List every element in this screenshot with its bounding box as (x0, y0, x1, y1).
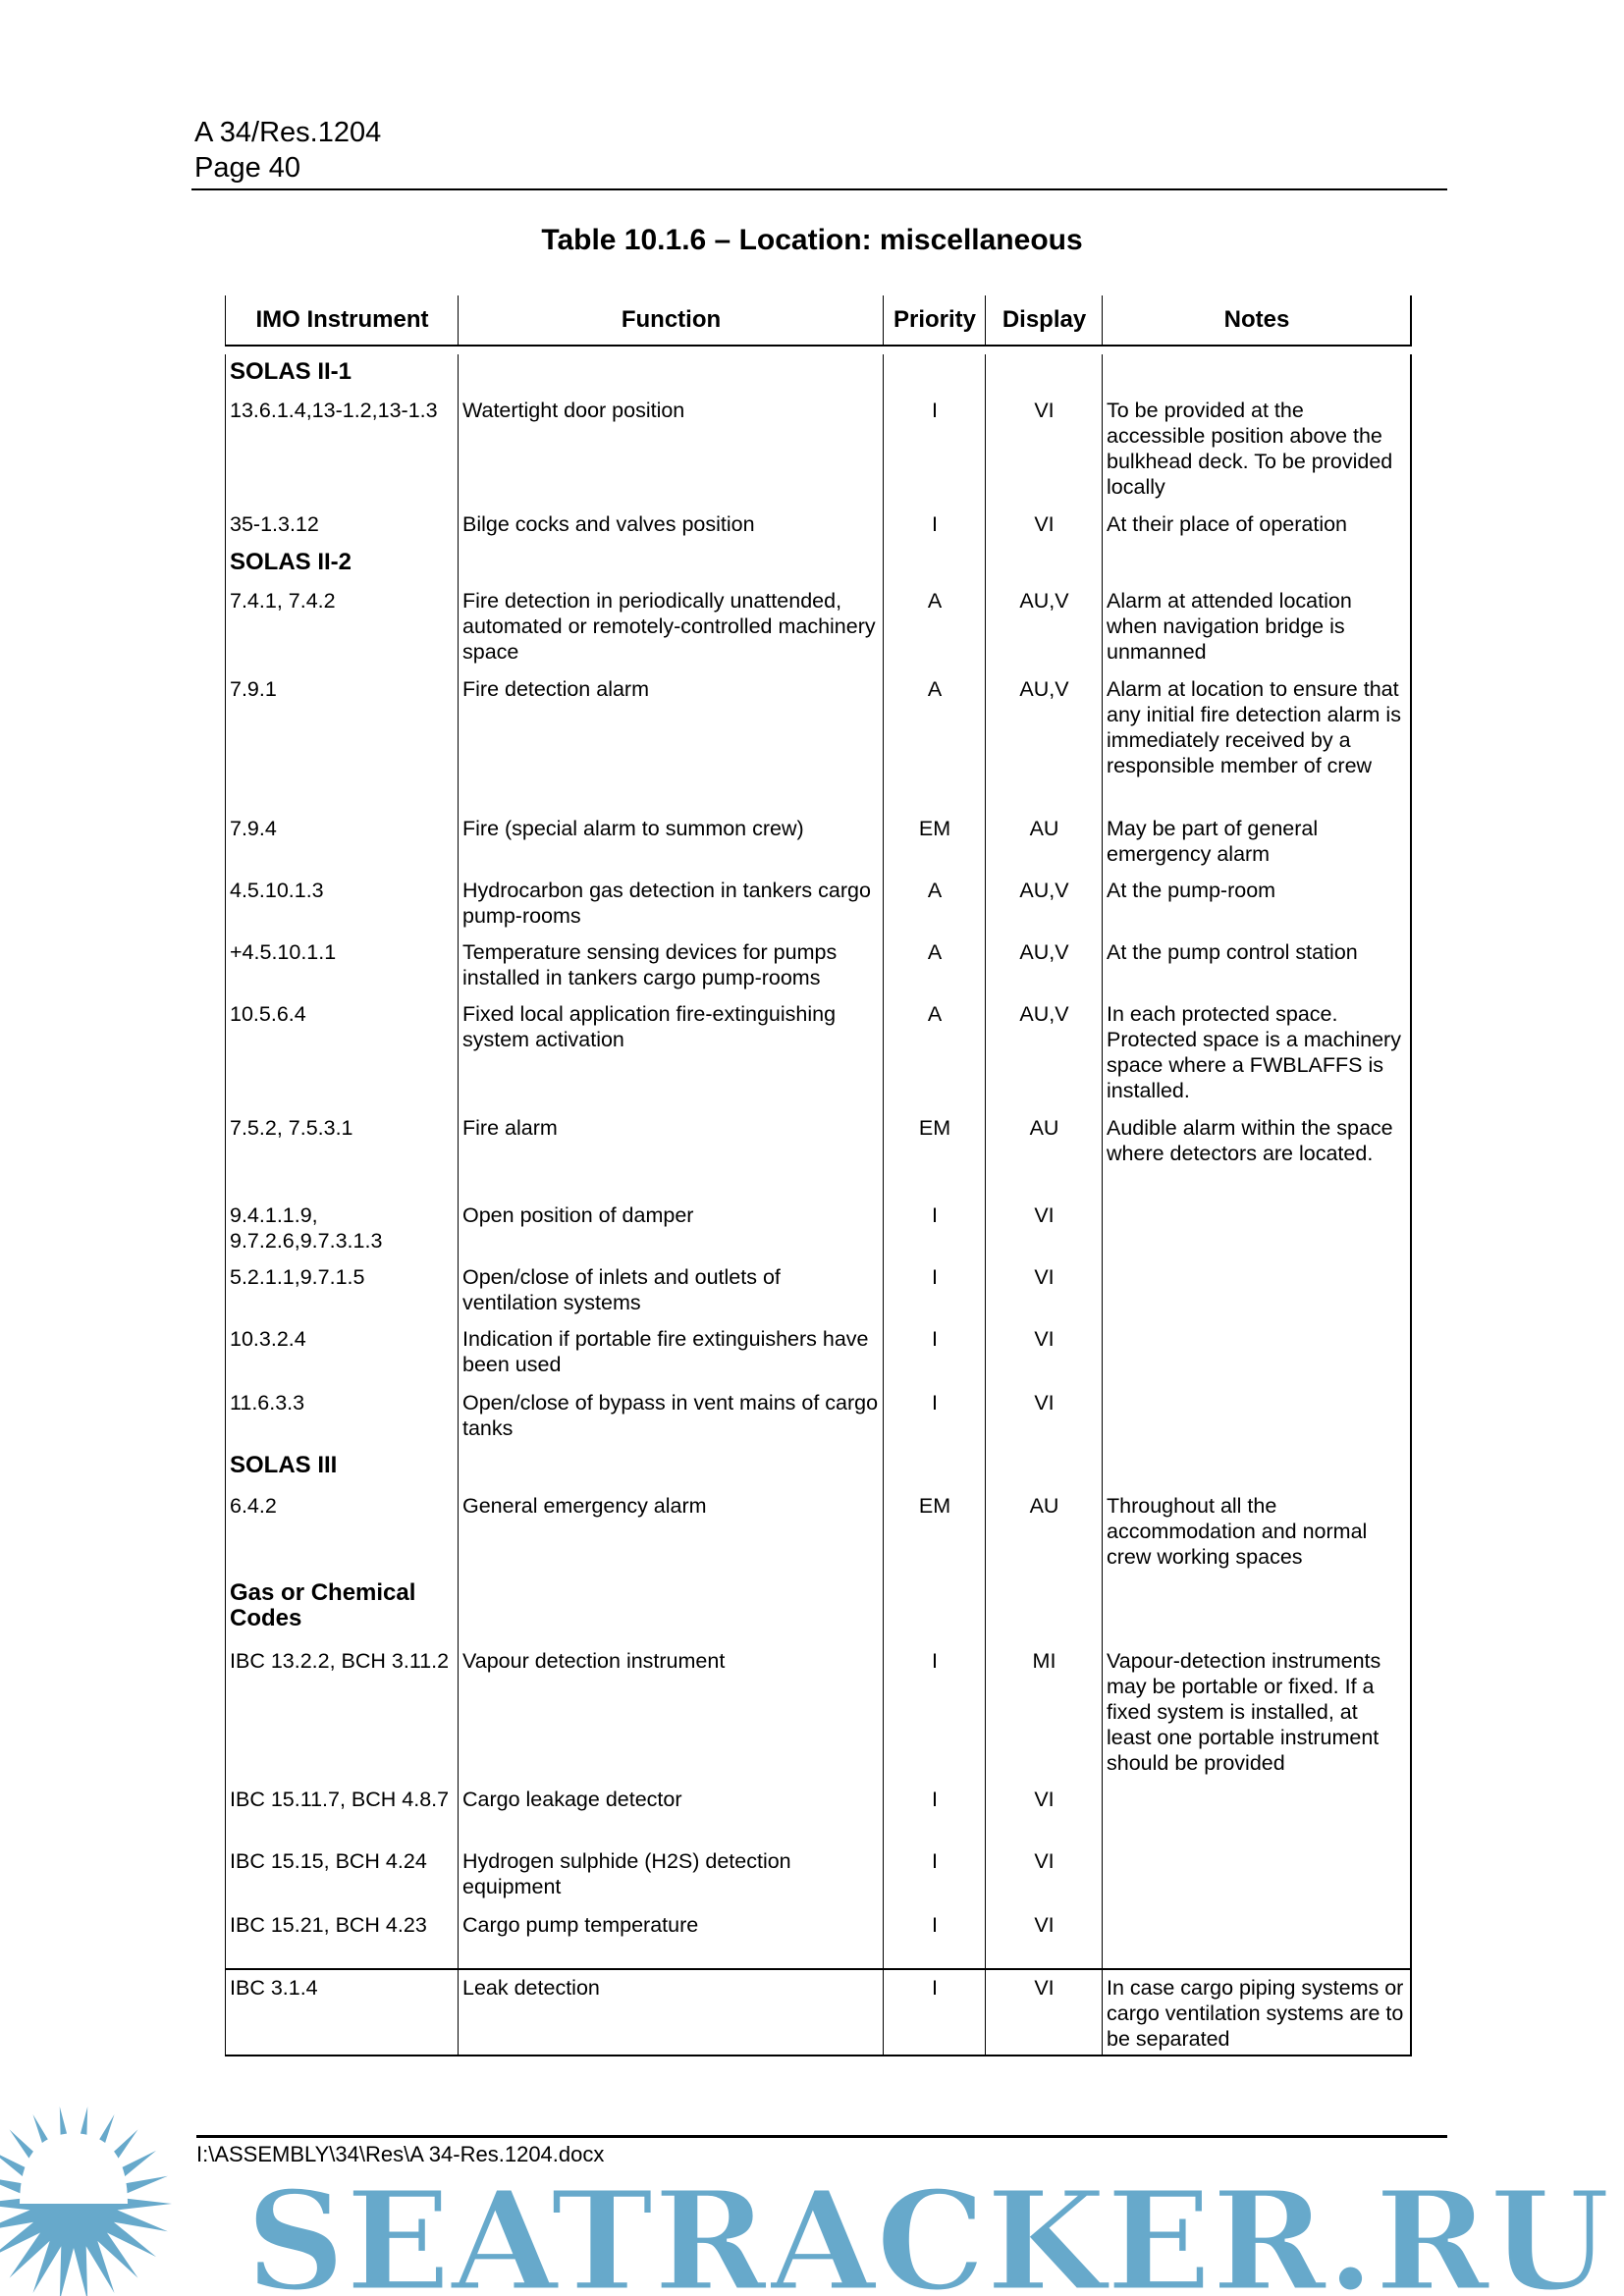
table-title: Table 10.1.6 – Location: miscellaneous (541, 224, 1083, 256)
table-row (225, 583, 1412, 671)
priority-cell: I (883, 1198, 985, 1259)
table-row (225, 811, 1412, 873)
table-header-row (225, 295, 1412, 347)
empty-cell (985, 354, 1102, 393)
table-row (225, 1385, 1412, 1448)
instrument-cell: 10.3.2.4 (225, 1321, 458, 1385)
priority-cell: EM (883, 811, 985, 873)
empty-cell (883, 545, 985, 583)
notes-cell: May be part of general emergency alarm (1102, 811, 1412, 873)
notes-cell: Vapour-detection instruments may be portable or fixed. If a fixed system is installed, at least one portable instrument should be provided (1102, 1643, 1412, 1782)
seatracker-watermark (0, 2061, 1624, 2296)
instrument-cell: 10.5.6.4 (225, 996, 458, 1110)
function-cell: Hydrocarbon gas detection in tankers cargo pump-rooms (458, 873, 883, 934)
function-cell: Temperature sensing devices for pumps installed in tankers cargo pump-rooms (458, 934, 883, 996)
display-cell: VI (985, 507, 1102, 545)
empty-cell (458, 1575, 883, 1643)
table-row (225, 1968, 1412, 2056)
priority-cell: A (883, 873, 985, 934)
instrument-cell: 7.9.4 (225, 811, 458, 873)
priority-cell: A (883, 583, 985, 671)
table-row (225, 1488, 1412, 1575)
display-cell: VI (985, 1907, 1102, 1968)
display-cell: VI (985, 1321, 1102, 1385)
column-header-notes: Notes (1102, 295, 1412, 347)
section-row (225, 1575, 1412, 1643)
function-cell: Fire alarm (458, 1110, 883, 1198)
priority-cell: I (883, 1907, 985, 1968)
empty-cell (985, 545, 1102, 583)
notes-cell: At the pump control station (1102, 934, 1412, 996)
priority-cell: A (883, 996, 985, 1110)
display-cell: AU,V (985, 583, 1102, 671)
display-cell: AU,V (985, 671, 1102, 811)
function-cell: Bilge cocks and valves position (458, 507, 883, 545)
priority-cell: I (883, 507, 985, 545)
function-cell: Open/close of inlets and outlets of ventilation systems (458, 1259, 883, 1321)
column-header-imo-instrument: IMO Instrument (225, 295, 458, 347)
page-number: Page 40 (194, 152, 301, 184)
table-row (225, 1259, 1412, 1321)
notes-cell: To be provided at the accessible position above the bulkhead deck. To be provided locally (1102, 393, 1412, 507)
function-cell: Fire detection in periodically unattended, automated or remotely-controlled machinery space (458, 583, 883, 671)
section-heading: SOLAS III (225, 1448, 458, 1488)
priority-cell: I (883, 1970, 985, 2056)
instrument-cell: 4.5.10.1.3 (225, 873, 458, 934)
table-row (225, 934, 1412, 996)
column-header-priority: Priority (883, 295, 985, 347)
sun-logo-icon (0, 2107, 172, 2296)
empty-cell (1102, 545, 1412, 583)
section-row (225, 1448, 1412, 1488)
function-cell: Fire (special alarm to summon crew) (458, 811, 883, 873)
empty-cell (458, 545, 883, 583)
notes-cell (1102, 1321, 1412, 1385)
priority-cell: EM (883, 1488, 985, 1575)
empty-cell (458, 1448, 883, 1488)
instrument-cell: IBC 15.15, BCH 4.24 (225, 1843, 458, 1907)
instrument-cell: 7.5.2, 7.5.3.1 (225, 1110, 458, 1198)
table-row (225, 996, 1412, 1110)
instrument-cell: IBC 3.1.4 (225, 1970, 458, 2056)
priority-cell: A (883, 934, 985, 996)
display-cell: VI (985, 393, 1102, 507)
notes-cell: Alarm at location to ensure that any initial fire detection alarm is immediately received by a responsible member of crew (1102, 671, 1412, 811)
notes-cell: Audible alarm within the space where detectors are located. (1102, 1110, 1412, 1198)
header-rule (191, 188, 1447, 190)
notes-cell: At the pump-room (1102, 873, 1412, 934)
function-cell: Fixed local application fire-extinguishing system activation (458, 996, 883, 1110)
priority-cell: I (883, 1643, 985, 1782)
notes-cell (1102, 1782, 1412, 1843)
table-row (225, 1782, 1412, 1843)
footer-rule (196, 2135, 1447, 2138)
empty-cell (1102, 1448, 1412, 1488)
notes-cell (1102, 1843, 1412, 1907)
notes-cell: Alarm at attended location when navigation bridge is unmanned (1102, 583, 1412, 671)
table-row (225, 671, 1412, 811)
notes-cell (1102, 1259, 1412, 1321)
priority-cell: I (883, 1385, 985, 1448)
function-cell: Cargo pump temperature (458, 1907, 883, 1968)
table-row (225, 1907, 1412, 1968)
display-cell: VI (985, 1970, 1102, 2056)
section-row (225, 354, 1412, 393)
instrument-cell: IBC 15.21, BCH 4.23 (225, 1907, 458, 1968)
instrument-cell: 6.4.2 (225, 1488, 458, 1575)
notes-cell: In each protected space. Protected space is a machinery space where a FWBLAFFS is installed. (1102, 996, 1412, 1110)
instrument-cell: 11.6.3.3 (225, 1385, 458, 1448)
priority-cell: I (883, 1843, 985, 1907)
function-cell: Cargo leakage detector (458, 1782, 883, 1843)
document-reference: A 34/Res.1204 (194, 117, 382, 148)
priority-cell: I (883, 393, 985, 507)
section-heading: SOLAS II-1 (225, 354, 458, 393)
watermark-text: SEATRACKER.RU (245, 2162, 1611, 2296)
notes-cell (1102, 1907, 1412, 1968)
instrument-cell: IBC 13.2.2, BCH 3.11.2 (225, 1643, 458, 1782)
column-header-display: Display (985, 295, 1102, 347)
display-cell: AU (985, 1488, 1102, 1575)
empty-cell (985, 1575, 1102, 1643)
display-cell: VI (985, 1782, 1102, 1843)
notes-cell: Throughout all the accommodation and normal crew working spaces (1102, 1488, 1412, 1575)
empty-cell (883, 354, 985, 393)
section-heading: Gas or Chemical Codes (225, 1575, 458, 1643)
priority-cell: EM (883, 1110, 985, 1198)
footer-file-path: I:\ASSEMBLY\34\Res\A 34-Res.1204.docx (196, 2142, 605, 2166)
display-cell: VI (985, 1843, 1102, 1907)
display-cell: VI (985, 1259, 1102, 1321)
function-cell: Open position of damper (458, 1198, 883, 1259)
notes-cell (1102, 1385, 1412, 1448)
display-cell: AU (985, 1110, 1102, 1198)
function-cell: Indication if portable fire extinguishers have been used (458, 1321, 883, 1385)
notes-cell: In case cargo piping systems or cargo ventilation systems are to be separated (1102, 1970, 1412, 2056)
instrument-cell: 7.9.1 (225, 671, 458, 811)
table-row (225, 873, 1412, 934)
priority-cell: I (883, 1782, 985, 1843)
priority-cell: I (883, 1259, 985, 1321)
empty-cell (1102, 354, 1412, 393)
empty-cell (1102, 1575, 1412, 1643)
notes-cell (1102, 1198, 1412, 1259)
display-cell: AU,V (985, 996, 1102, 1110)
instrument-cell: 9.4.1.1.9, 9.7.2.6,9.7.3.1.3 (225, 1198, 458, 1259)
display-cell: MI (985, 1643, 1102, 1782)
empty-cell (458, 354, 883, 393)
priority-cell: A (883, 671, 985, 811)
display-cell: AU,V (985, 934, 1102, 996)
section-heading: SOLAS II-2 (225, 545, 458, 583)
function-cell: Watertight door position (458, 393, 883, 507)
table-body (225, 347, 1412, 2056)
display-cell: VI (985, 1198, 1102, 1259)
instrument-table (225, 295, 1412, 2056)
priority-cell: I (883, 1321, 985, 1385)
empty-cell (883, 1575, 985, 1643)
instrument-cell: 5.2.1.1,9.7.1.5 (225, 1259, 458, 1321)
section-row (225, 545, 1412, 583)
function-cell: Open/close of bypass in vent mains of cargo tanks (458, 1385, 883, 1448)
function-cell: Leak detection (458, 1970, 883, 2056)
empty-cell (985, 1448, 1102, 1488)
column-header-function: Function (458, 295, 883, 347)
display-cell: AU,V (985, 873, 1102, 934)
table-row (225, 507, 1412, 545)
display-cell: AU (985, 811, 1102, 873)
function-cell: Hydrogen sulphide (H2S) detection equipment (458, 1843, 883, 1907)
display-cell: VI (985, 1385, 1102, 1448)
function-cell: General emergency alarm (458, 1488, 883, 1575)
empty-cell (883, 1448, 985, 1488)
instrument-cell: IBC 15.11.7, BCH 4.8.7 (225, 1782, 458, 1843)
instrument-cell: 7.4.1, 7.4.2 (225, 583, 458, 671)
table-row (225, 1321, 1412, 1385)
table-row (225, 1843, 1412, 1907)
notes-cell: At their place of operation (1102, 507, 1412, 545)
instrument-cell: +4.5.10.1.1 (225, 934, 458, 996)
instrument-cell: 35-1.3.12 (225, 507, 458, 545)
table-row (225, 1110, 1412, 1198)
table-row (225, 1643, 1412, 1782)
function-cell: Vapour detection instrument (458, 1643, 883, 1782)
instrument-cell: 13.6.1.4,13-1.2,13-1.3 (225, 393, 458, 507)
table-row (225, 1198, 1412, 1259)
table-row (225, 393, 1412, 507)
function-cell: Fire detection alarm (458, 671, 883, 811)
